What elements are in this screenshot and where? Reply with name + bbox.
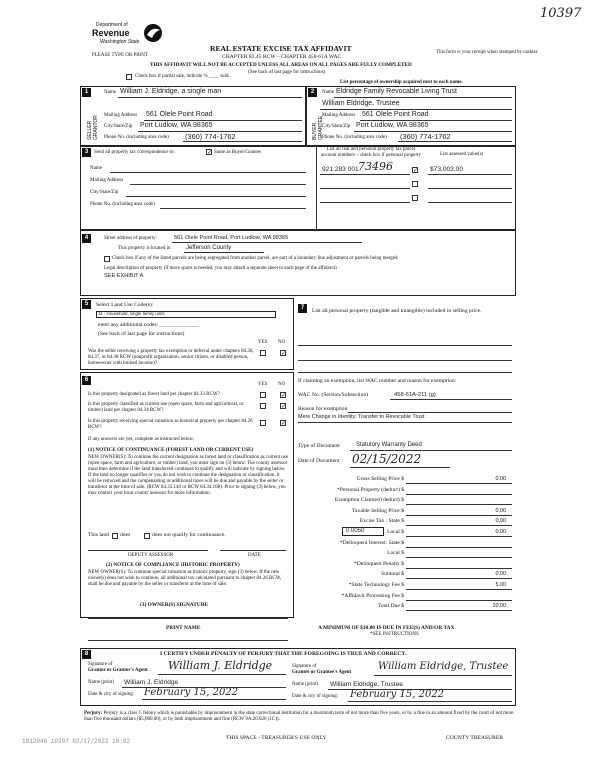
- ownership-note: List percentage of ownership acquired next to each name.: [340, 80, 463, 85]
- doc-date-label: Date of Document: [298, 458, 340, 464]
- amount-line: [406, 483, 512, 484]
- reason-label: Reason for exemption: [298, 406, 348, 412]
- minimum-due: A MINIMUM OF $10.00 IS DUE IN FEE(S) AND/OR TAX: [318, 625, 455, 631]
- s6-q2-no[interactable]: ✓: [281, 403, 287, 410]
- amount-label: Total Due $: [377, 603, 404, 610]
- if-any-yes: If any answers are yes, complete as instructed below.: [88, 437, 195, 442]
- county: Jefferson County: [186, 245, 232, 251]
- doc-type-label: Type of Document: [298, 443, 340, 449]
- seller-name-label: Name: [104, 90, 116, 95]
- buyer-city-label: City/State/Zip: [322, 124, 351, 129]
- s5-no: NO: [278, 340, 286, 345]
- located-label: This property is located in: [118, 246, 171, 251]
- grantee-date: February 15, 2022: [350, 689, 445, 700]
- seller-mail-label: Mailing Address: [104, 113, 138, 118]
- s6-q1: Is this property designated as forest land per chapter 84.33 RCW?: [88, 392, 220, 397]
- print-name-label: PRINT NAME: [166, 625, 201, 631]
- see-back-note: (See back of last page for instructions): [248, 70, 326, 75]
- land-use-see-back: (See back of last page for instructions): [98, 331, 185, 337]
- legal-description: SEE EXHIBIT A: [104, 273, 144, 279]
- seller-mail: 561 Olele Point Road: [146, 111, 213, 118]
- buyer-mail-label: Mailing Address: [322, 113, 356, 118]
- s6-q1-no[interactable]: ✓: [281, 392, 287, 399]
- notice2-title: (2) NOTICE OF COMPLIANCE (HISTORIC PROPERTY): [106, 562, 240, 568]
- grantor-name-label: Name (print): [88, 680, 114, 685]
- buyer-city: Port Ludlow, WA 98365: [356, 122, 429, 129]
- segregated-checkbox[interactable]: [104, 256, 110, 262]
- s6-yes: YES: [258, 382, 268, 387]
- partial-sale-checkbox[interactable]: [126, 74, 132, 80]
- notice2-body: NEW OWNER(S): To continue special valuation as historic property, sign (3) below. If the new owner(s) does not wish to continue, all additional tax calculated pursuant to chapter 84.26 RCW, shall be due and payable by the seller or transferor at the time of sale.: [88, 570, 282, 587]
- grantee-sig-label2: Grantee or Grantee's Agent: [292, 670, 352, 675]
- send-correspondence-label: Send all property tax correspondence to:: [94, 150, 175, 155]
- buyer-phone: (360) 774-1762: [400, 132, 451, 141]
- assessor-date: DATE: [248, 553, 261, 558]
- amount-label: Local $: [387, 550, 404, 557]
- amount-line: [406, 547, 512, 548]
- buyer-mail: 561 Olele Point Road: [362, 111, 429, 118]
- s6-q2: Is this property classified as current use (open space, farm and agricultural, or timber) land per chapter 84.34 RCW?: [88, 402, 244, 413]
- agency-line2: Revenue: [92, 28, 130, 38]
- amount-line: [406, 600, 512, 601]
- segregated-label: Check box if any of the listed parcels are being segregated from another parcel, are part of a boundary line adjustment or parcels being merged.: [112, 256, 399, 261]
- grantee-name: William Eldridge, Trustee: [330, 681, 403, 688]
- amount-line: [406, 610, 512, 611]
- partial-sale-label: Check box if partial sale, indicate % ____ sold.: [135, 74, 230, 79]
- amount-label: *Delinquent Interest: State $: [339, 539, 404, 546]
- amount-line: [406, 515, 512, 516]
- perjury-note-text: Perjury is a class C felony which is punishable by imprisonment in the state correctional institution for a maximum term of not more than five years, or by a fine in an amount fixed by the court of not more than five thousand dollars ($5,000.00), or by both imprisonment and fine (RCW 9A.20.020 (1C)).: [84, 711, 514, 722]
- land-use-value: 11 - Household, single family units: [98, 311, 165, 316]
- additional-codes: enter any additional codes: ______________: [98, 322, 199, 328]
- form-title: REAL ESTATE EXCISE TAX AFFIDAVIT: [210, 44, 352, 53]
- personal-property-checkbox-2[interactable]: [412, 181, 418, 187]
- amount-line: [406, 589, 512, 590]
- parcel-number: 921 283 001: [322, 166, 359, 173]
- amount-value: 0.00: [495, 518, 506, 525]
- s5-question: Was the seller receiving a property tax exemption or deferral under chapters 84.36, 84.37, or 84.38 RCW (nonprofit organization, senior citizen, or disabled person, homeowner with limited income)?: [88, 349, 254, 366]
- notice1-title: (1) NOTICE OF CONTINUANCE (FOREST LAND OR CURRENT USE): [88, 447, 254, 453]
- corr-phone-label: Phone No. (including area code): [90, 202, 155, 207]
- amount-value: 10.00: [492, 603, 506, 610]
- grantor-date-label: Date & city of signing:: [88, 692, 135, 697]
- s5-no-checkbox[interactable]: ✓: [281, 350, 287, 357]
- agency-line1: Department of: [96, 22, 128, 28]
- stamp-number: 10397: [540, 6, 582, 21]
- s6-q3-yes[interactable]: [260, 420, 266, 426]
- this-land-label: This land: [88, 532, 109, 538]
- same-as-buyer-label: Same as Buyer/Grantee: [214, 150, 262, 155]
- amount-label: *Personal Property (deduct) $: [337, 486, 404, 493]
- amount-label: *Affidavit Processing Fee $: [341, 592, 404, 599]
- agency-line3: Washington State: [100, 39, 140, 45]
- personal-property-checkbox-1[interactable]: ✓: [413, 167, 419, 174]
- please-type: PLEASE TYPE OR PRINT: [92, 53, 148, 58]
- section-6-number: 6: [82, 376, 91, 385]
- amount-line: [406, 504, 512, 505]
- value-header: List assessed value(s): [440, 152, 484, 157]
- amount-label: *State Technology Fee $: [348, 582, 404, 588]
- assessed-value: $73,003.00: [430, 166, 464, 173]
- buyer-name-2: William Eldridge, Trustee: [322, 100, 400, 107]
- deputy-assessor: DEPUTY ASSESSOR: [128, 553, 174, 558]
- buyer-name-label: Name: [322, 90, 334, 95]
- section-7-number: 7: [298, 304, 307, 313]
- amount-line: [406, 578, 512, 579]
- grantor-name: William J. Eldridge: [124, 679, 179, 686]
- same-as-buyer-checkbox[interactable]: ✓: [207, 149, 213, 156]
- perjury-note-label: Perjury:: [84, 711, 103, 716]
- legal-label: Legal description of property (if more space is needed, you may attach a separate sheet to each page of the affidavit): [104, 266, 337, 271]
- perjury-certification: I CERTIFY UNDER PENALTY OF PERJURY THAT THE FOREGOING IS TRUE AND CORRECT.: [160, 651, 407, 657]
- seller-city: Port Ludlow, WA 98365: [140, 122, 213, 129]
- amount-value: 0.00: [495, 507, 506, 514]
- amount-label: Excise Tax : State $: [359, 518, 404, 525]
- receipt-note: This form is your receipt when stamped by cashier.: [436, 50, 539, 55]
- land-does-checkbox[interactable]: [112, 533, 118, 539]
- see-instructions: *SEE INSTRUCTIONS: [370, 632, 419, 637]
- land-does-label: does: [120, 532, 131, 538]
- amount-label: Subtotal $: [381, 571, 404, 578]
- amount-label: *Delinquent Penalty $: [353, 560, 404, 567]
- amount-value: 5.00: [495, 582, 506, 588]
- doc-type: Statutory Warranty Deed: [356, 442, 422, 448]
- list-personal-property: List all personal property (tangible and intangible) included in selling price.: [312, 308, 482, 314]
- grantor-signature: William J. Eldridge: [168, 659, 273, 672]
- form-warning: THIS AFFIDAVIT WILL NOT BE ACCEPTED UNLESS ALL AREAS ON ALL PAGES ARE FULLY COMPLETED: [150, 62, 412, 68]
- section-8-number: 8: [82, 650, 91, 659]
- s5-yes-checkbox[interactable]: [260, 350, 266, 356]
- seller-city-label: City/State/Zip: [104, 124, 133, 129]
- doc-date: 02/15/2022: [352, 452, 422, 466]
- buyer-name: Eldridge Family Revocable Living Trust: [336, 88, 457, 95]
- section-4-number: 4: [82, 234, 91, 243]
- notice1-body: NEW OWNER(S): To continue the current designation as forest land or classification as current use (open space, farm and agriculture, or timber) land, you must sign on (3) below. The county assessor must then determine if the land transferred continues to qualify and will indicate by signing below. If the land no longer qualifies or you do not wish to continue the designation or classification, it will be removed and the compensating or additional taxes will be due and payable by the seller or transferor at the time of sale. (RCW 84.33.140 or RCW 84.34.108). Prior to signing (3) below, you may contact your local county assessor for more information.: [88, 455, 288, 496]
- reason-value: Mere Change in Identity; Transfer to Revocable Trust: [298, 414, 425, 420]
- grantee-sig-label1: Signature of: [292, 664, 317, 669]
- section-3-number: 3: [82, 148, 91, 157]
- seller-phone-label: Phone No. (including area code): [104, 135, 169, 140]
- personal-property-checkbox-3[interactable]: [412, 195, 418, 201]
- street-label: Street address of property:: [104, 236, 157, 241]
- grantor-date: February 15, 2022: [144, 687, 239, 698]
- form-chapter: CHAPTER 82.45 RCW – CHAPTER 458-61A WAC: [222, 54, 342, 60]
- amount-value: 0.00: [495, 529, 506, 535]
- amount-line: [406, 525, 512, 526]
- parcel-handwritten: 73496: [358, 160, 393, 173]
- wac-label: WAC No. (Section/Subsection): [298, 392, 369, 398]
- treasurer-use: THIS SPACE - TREASURER'S USE ONLY: [226, 735, 327, 741]
- s6-q2-yes[interactable]: [260, 403, 266, 409]
- section-1-number: 1: [82, 88, 91, 97]
- grantee-signature: William Eldridge, Trustee: [378, 661, 509, 672]
- grantee-name-label: Name (print): [292, 682, 318, 687]
- county-treasurer: COUNTY TREASURER: [446, 735, 504, 741]
- corr-mail-label: Mailing Address: [90, 178, 124, 183]
- local-rate: 0.0050: [346, 528, 365, 534]
- s6-q3-no[interactable]: ✓: [281, 420, 287, 427]
- seller-name: William J. Eldridge, a single man: [120, 88, 222, 95]
- s6-q1-yes[interactable]: [260, 392, 266, 398]
- seller-side-label: SELLER GRANTOR: [87, 115, 99, 140]
- amount-value: 0.00: [495, 571, 506, 578]
- section-2-number: 2: [308, 88, 317, 97]
- amount-label: Local $: [387, 529, 404, 535]
- parcel-header: List all real and personal property tax parcel account numbers – check box if personal property: [320, 147, 422, 158]
- amount-line: [406, 494, 512, 495]
- s5-yes: YES: [258, 340, 268, 345]
- seller-phone: (360) 774-1762: [185, 132, 236, 141]
- grantee-date-label: Date & city of signing:: [292, 694, 339, 699]
- buyer-side-label: BUYER GRANTEE: [312, 115, 324, 140]
- amount-label: Taxable Selling Price $: [352, 507, 404, 514]
- amount-label: Exemption Claimed (deduct) $: [334, 497, 404, 504]
- exemption-label: If claiming an exemption, list WAC number and reason for exemption:: [298, 378, 457, 384]
- land-does-not-label: does not qualify for continuance.: [152, 532, 226, 538]
- owner-signature-label: (3) OWNER(S) SIGNATURE: [140, 602, 209, 608]
- buyer-phone-label: Phone No. (including area code): [322, 135, 387, 140]
- s6-q3: Is this property receiving special valuation as historical property per chapter 84.26 RCW?: [88, 419, 253, 430]
- amount-value: 0.00: [495, 476, 506, 482]
- amount-line: [406, 557, 512, 558]
- street-address: 561 Olele Point Road, Port Ludlow, WA 98365: [174, 235, 289, 241]
- grantor-sig-label2: Grantor or Grantor's Agent: [88, 668, 148, 673]
- amount-line: [406, 568, 512, 569]
- section-5-number: 5: [82, 300, 91, 309]
- footer-stamp: 1012046 10397 02/17/2022 10:02: [22, 738, 131, 745]
- corr-city-label: City/State/Zip: [90, 190, 119, 195]
- land-use-label: Select Land Use Code(s):: [96, 302, 154, 308]
- s6-no: NO: [278, 382, 286, 387]
- grantor-sig-label1: Signature of: [88, 662, 113, 667]
- amount-label: Gross Selling Price $: [356, 476, 404, 482]
- land-does-not-checkbox[interactable]: [144, 533, 150, 539]
- corr-name-label: Name: [90, 166, 102, 171]
- amount-line: [406, 536, 512, 537]
- perjury-note: [84, 711, 514, 723]
- wac-number: 458-61A-211 (g): [394, 392, 436, 398]
